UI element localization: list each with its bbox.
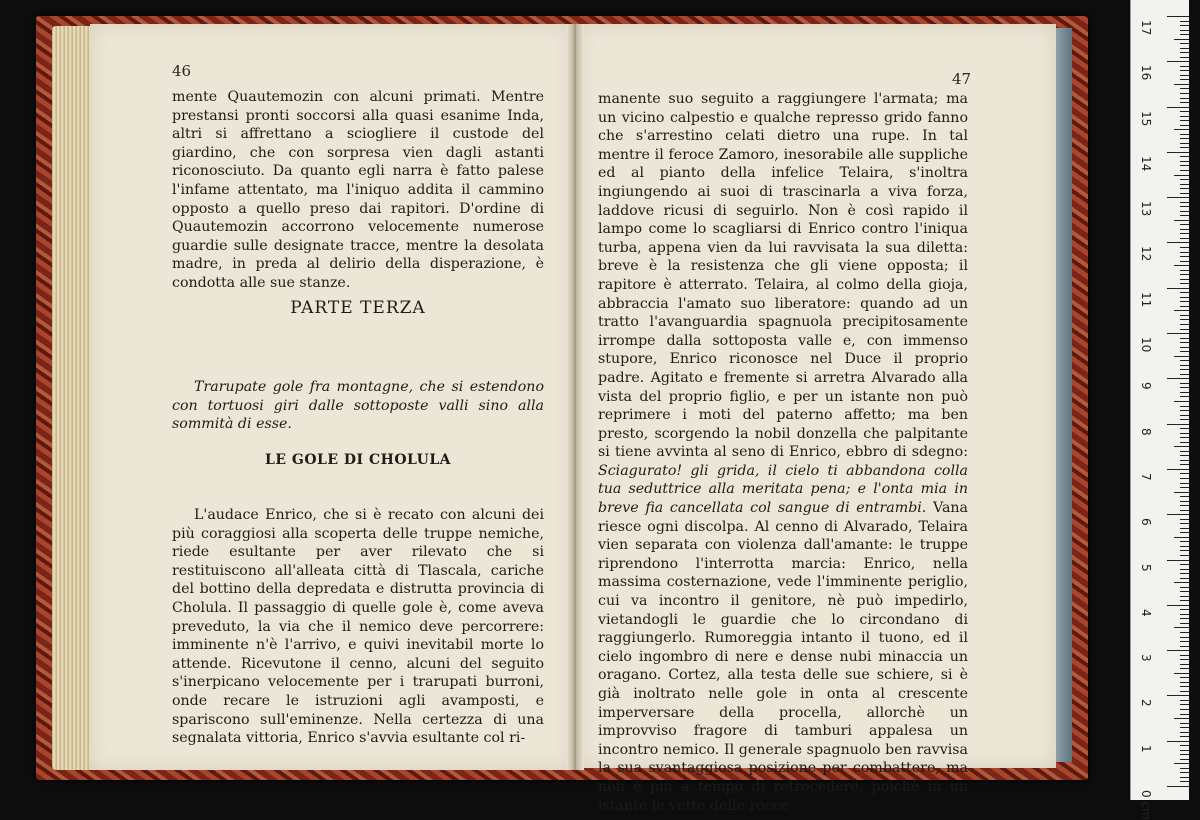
ruler-tick — [1180, 369, 1189, 370]
ruler-tick — [1174, 129, 1189, 130]
ruler-tick — [1180, 419, 1189, 420]
ruler-tick — [1174, 582, 1189, 583]
ruler-tick — [1167, 378, 1189, 379]
ruler-tick — [1180, 98, 1189, 99]
ruler-tick — [1180, 668, 1189, 669]
ruler-tick — [1180, 306, 1189, 307]
ruler-tick — [1174, 627, 1189, 628]
ruler-tick — [1180, 252, 1189, 253]
ruler-label: 4 — [1139, 608, 1153, 617]
ruler-tick — [1167, 242, 1189, 243]
ruler-tick — [1180, 120, 1189, 121]
ruler-label: 12 — [1139, 246, 1153, 262]
ruler-tick — [1180, 215, 1189, 216]
right-text-part2: Vana riesce ogni discolpa. Al cenno di Alvarado, Telaira vien separata con violenza dall'amante: le truppe riprendono l'interrotta marcia: Enrico, nella massima costernazione, vede l'imminente periglio, cui va incontro il genitore, nè può impedirlo, vietandogli le guardie che lo circondano di raggiungerlo. Rumoreggia intanto il tuono, ed il cielo ingombro di nere e dense nubi minaccia un oragano. Cortez, alla testa delle sue schiere, si è già inoltrato nelle gole in onta al crescente imperversare della procella, allorchè un improvviso fragore di tamburi appalesa un incontro nemico. Il generale spagnuolo ben ravvisa la sua svantaggiosa posizione per combattere, ma non è più a tempo di retrocedere, poichè in un istante le vette delle rocce — [598, 500, 968, 814]
ruler-tick — [1180, 496, 1189, 497]
ruler-tick — [1180, 256, 1189, 257]
ruler-tick — [1180, 646, 1189, 647]
ruler-tick — [1180, 406, 1189, 407]
ruler-tick — [1180, 170, 1189, 171]
ruler-label: 14 — [1139, 155, 1153, 172]
ruler-tick — [1180, 365, 1189, 366]
ruler-tick — [1180, 21, 1189, 22]
ruler-tick — [1180, 415, 1189, 416]
ruler-tick — [1180, 261, 1189, 262]
ruler-tick — [1180, 233, 1189, 234]
ruler-label: 15 — [1139, 110, 1153, 126]
ruler-tick — [1180, 655, 1189, 656]
ruler-tick — [1180, 777, 1189, 778]
ruler-tick — [1180, 211, 1189, 212]
ruler-label: 5 — [1139, 563, 1153, 572]
ruler-tick — [1180, 451, 1189, 452]
ruler-tick — [1180, 772, 1189, 773]
ruler-tick — [1180, 116, 1189, 117]
ruler-tick — [1180, 541, 1189, 542]
ruler-tick — [1174, 175, 1189, 176]
left-paragraph-bottom-text: L'audace Enrico, che si è recato con alcuni dei più coraggiosi alla scoperta delle truppe nemiche, riede esultante per aver rilevato che si restituiscono all'alleata città di Tlascala, cariche del bottino della depredata e distrutta provincia di Cholula. Il passaggio di quelle gole è, come aveva preveduto, la via che il nemico deve percorrere: imminente n'è l'arrivo, e quivi inevitabil morte lo attende. Ricevutone il cenno, alcuni del seguito s'inerpicano velocemente per i trarupati burroni, onde recare le istruzioni agli avamposti, e spariscono sull'eminenze. Nella certezza di una segnalata vittoria, Enrico s'avvia esultante col ri- — [172, 507, 544, 747]
ruler-tick — [1180, 342, 1189, 343]
ruler-tick — [1174, 356, 1189, 357]
ruler-tick — [1180, 686, 1189, 687]
ruler-tick — [1167, 16, 1189, 17]
ruler-tick — [1180, 188, 1189, 189]
ruler-tick — [1180, 664, 1189, 665]
ruler-tick — [1180, 750, 1189, 751]
ruler-tick — [1180, 165, 1189, 166]
ruler-tick — [1167, 605, 1189, 606]
ruler-tick — [1180, 754, 1189, 755]
ruler-tick — [1180, 723, 1189, 724]
ruler-label: 8 — [1139, 427, 1153, 436]
ruler-tick — [1180, 609, 1189, 610]
ruler-tick — [1180, 30, 1189, 31]
ruler-tick — [1180, 387, 1189, 388]
ruler-tick — [1180, 206, 1189, 207]
ruler-tick — [1180, 578, 1189, 579]
ruler-tick — [1180, 43, 1189, 44]
ruler-tick — [1180, 614, 1189, 615]
right-page-text — [598, 90, 968, 815]
ruler-label: 3 — [1139, 654, 1153, 662]
ruler-tick — [1180, 75, 1189, 76]
ruler-tick — [1167, 786, 1189, 787]
ruler-tick — [1180, 247, 1189, 248]
scene-heading: LE GOLE DI CHOLULA — [264, 452, 452, 468]
ruler-tick — [1180, 301, 1189, 302]
ruler-tick — [1167, 152, 1189, 153]
ruler-tick — [1180, 691, 1189, 692]
ruler-tick — [1174, 492, 1189, 493]
ruler-tick — [1174, 718, 1189, 719]
right-page-paragraph — [598, 90, 968, 815]
ruler-tick — [1174, 401, 1189, 402]
ruler-tick — [1180, 93, 1189, 94]
ruler-tick — [1174, 265, 1189, 266]
ruler-tick — [1180, 374, 1189, 375]
book-gutter — [566, 24, 584, 770]
ruler-tick — [1180, 88, 1189, 89]
ruler-tick — [1180, 143, 1189, 144]
ruler-tick — [1180, 709, 1189, 710]
ruler-tick — [1167, 560, 1189, 561]
ruler-tick — [1180, 410, 1189, 411]
ruler-tick — [1180, 48, 1189, 49]
right-text-part1: manente suo seguito a raggiungere l'armata; ma un vicino calpestio e qualche represso grido fanno che s'arrestino celati dietro una rupe. In tal mentre il feroce Zamoro, inesorabile alle suppliche ed al pianto della infelice Telaira, s'inoltra ingiungendo ai suoi di trascinarla a viva forza, laddove ricusi di seguirlo. Non è così rapido il lampo come lo scagliarsi di Enrico contro l'iniqua turba, appena vien da lui ravvisata la sua diletta: breve è la resistenza che gli viene opposta; il rapitore è atterrato. Telaira, al colmo della gioja, abbraccia l'amato suo liberatore: quando ad un tratto l'avanguardia spagnuola precipitosamente irrompe dalla sottoposta valle e, con immenso stupore, Enrico riconosce nel Duce il proprio padre. Agitato e fremente si arretra Alvarado alla vista del proprio figlio, e per un istante non può reprimere i moti del paterno affetto; ma ben presto, scorgendo la nobil donzella che palpitante si tiene avvinta al seno di Enrico, ebbro di sdegno: — [598, 91, 968, 461]
ruler-tick — [1180, 532, 1189, 533]
left-paragraph-top-text: mente Quautemozin con alcuni primati. Mentre prestansi pronti soccorsi alla quasi esanime Inda, altri si affrettano a sciogliere il custode del giardino, che con sorpresa vien dagli astanti riconosciuto. Da quanto egli narra è fatto palese l'infame attentato, ma l'iniquo addita il cammino opposto a quello preso dai rapitori. D'ordine di Quautemozin accorrono velocemente numerose guardie sulle designate tracce, mentre la desolata madre, in preda al delirio della disperazione, è condotta alle sue stanze. — [172, 89, 544, 291]
ruler-tick — [1167, 650, 1189, 651]
ruler-tick — [1180, 460, 1189, 461]
ruler-tick — [1180, 478, 1189, 479]
ruler-tick — [1180, 392, 1189, 393]
ruler-tick — [1180, 396, 1189, 397]
ruler-label: 0 cm — [1139, 790, 1153, 820]
ruler-tick — [1180, 455, 1189, 456]
ruler-tick — [1180, 428, 1189, 429]
ruler-tick — [1180, 347, 1189, 348]
ruler-tick — [1180, 587, 1189, 588]
ruler-tick — [1180, 57, 1189, 58]
ruler-label: 13 — [1139, 201, 1153, 217]
ruler-tick — [1167, 107, 1189, 108]
ruler-tick — [1180, 550, 1189, 551]
ruler-tick — [1180, 315, 1189, 316]
ruler-tick — [1167, 61, 1189, 62]
ruler-tick — [1174, 220, 1189, 221]
ruler-tick — [1180, 34, 1189, 35]
ruler-label: 6 — [1139, 518, 1153, 526]
ruler-tick — [1180, 596, 1189, 597]
ruler-tick — [1180, 483, 1189, 484]
ruler-tick — [1180, 618, 1189, 619]
part-heading: PARTE TERZA — [290, 298, 426, 318]
stage-direction — [172, 364, 544, 448]
ruler-tick — [1180, 283, 1189, 284]
ruler-tick — [1180, 442, 1189, 443]
right-page-number: 47 — [952, 70, 972, 88]
ruler-tick — [1180, 523, 1189, 524]
ruler-tick — [1180, 79, 1189, 80]
ruler-tick — [1180, 184, 1189, 185]
ruler-tick — [1180, 329, 1189, 330]
ruler-tick — [1180, 714, 1189, 715]
ruler-tick — [1180, 573, 1189, 574]
ruler-tick — [1180, 632, 1189, 633]
ruler-tick — [1180, 274, 1189, 275]
ruler-label: 11 — [1139, 291, 1153, 308]
ruler-tick — [1180, 319, 1189, 320]
ruler-tick — [1180, 437, 1189, 438]
ruler-tick — [1180, 732, 1189, 733]
ruler-tick — [1180, 138, 1189, 139]
ruler-tick — [1180, 501, 1189, 502]
ruler-tick — [1180, 351, 1189, 352]
ruler-tick — [1180, 111, 1189, 112]
ruler-tick — [1180, 700, 1189, 701]
ruler-tick — [1167, 695, 1189, 696]
ruler-tick — [1180, 727, 1189, 728]
ruler-tick — [1180, 193, 1189, 194]
ruler-tick — [1180, 759, 1189, 760]
ruler-tick — [1180, 134, 1189, 135]
ruler-tick — [1180, 297, 1189, 298]
ruler-label: 10 — [1139, 337, 1153, 353]
page-edges-left — [52, 26, 92, 770]
ruler-tick — [1180, 161, 1189, 162]
ruler-tick — [1180, 677, 1189, 678]
ruler-tick — [1180, 510, 1189, 511]
ruler-tick — [1180, 360, 1189, 361]
ruler-label: 1 — [1139, 744, 1153, 753]
ruler-label: 17 — [1139, 20, 1153, 36]
ruler-tick — [1174, 537, 1189, 538]
ruler-tick — [1180, 781, 1189, 782]
ruler-tick — [1180, 66, 1189, 67]
right-text-italic: Sciagurato! gli grida, il cielo ti abbandona colla tua seduttrice alla meritata pena; e l'onta mia in breve fia cancellata col sangue di entrambi. — [598, 462, 968, 517]
ruler-tick — [1167, 288, 1189, 289]
ruler-tick — [1180, 147, 1189, 148]
ruler-tick — [1167, 333, 1189, 334]
ruler-tick — [1180, 156, 1189, 157]
left-page-number: 46 — [172, 62, 192, 80]
ruler-tick — [1180, 324, 1189, 325]
ruler-tick — [1180, 52, 1189, 53]
ruler-tick — [1180, 202, 1189, 203]
ruler-tick — [1180, 338, 1189, 339]
ruler-label: 7 — [1139, 472, 1153, 481]
ruler-tick — [1180, 659, 1189, 660]
ruler-tick — [1180, 229, 1189, 230]
ruler-tick — [1180, 238, 1189, 239]
ruler-tick — [1180, 768, 1189, 769]
ruler-tick — [1180, 564, 1189, 565]
ruler-tick — [1180, 704, 1189, 705]
ruler-tick — [1180, 433, 1189, 434]
ruler-label: 9 — [1139, 382, 1153, 390]
ruler-tick — [1180, 25, 1189, 26]
measuring-ruler — [1130, 0, 1189, 820]
ruler-tick — [1167, 197, 1189, 198]
ruler-tick — [1167, 424, 1189, 425]
ruler-tick — [1174, 39, 1189, 40]
ruler-tick — [1180, 464, 1189, 465]
ruler-tick — [1180, 546, 1189, 547]
ruler-tick — [1180, 383, 1189, 384]
ruler-tick — [1180, 270, 1189, 271]
ruler-tick — [1174, 310, 1189, 311]
ruler-tick — [1180, 591, 1189, 592]
ruler-tick — [1174, 763, 1189, 764]
ruler-tick — [1180, 70, 1189, 71]
left-paragraph-bottom — [172, 506, 544, 748]
ruler-tick — [1180, 736, 1189, 737]
ruler-tick — [1180, 528, 1189, 529]
ruler-tick — [1180, 519, 1189, 520]
ruler-tick — [1180, 102, 1189, 103]
ruler-tick — [1180, 505, 1189, 506]
left-paragraph-top — [172, 88, 544, 293]
ruler-tick — [1180, 600, 1189, 601]
ruler-tick — [1167, 514, 1189, 515]
ruler-tick — [1180, 569, 1189, 570]
ruler-tick — [1180, 279, 1189, 280]
ruler-tick — [1174, 446, 1189, 447]
ruler-tick — [1180, 292, 1189, 293]
ruler-tick — [1180, 682, 1189, 683]
ruler-label: 16 — [1139, 65, 1153, 81]
ruler-tick — [1180, 745, 1189, 746]
ruler-tick — [1180, 641, 1189, 642]
ruler-tick — [1180, 179, 1189, 180]
ruler-tick — [1180, 555, 1189, 556]
ruler-tick — [1174, 84, 1189, 85]
ruler-tick — [1180, 125, 1189, 126]
ruler-tick — [1180, 487, 1189, 488]
stage-direction-text: Trarupate gole fra montagne, che si estendono con tortuosi giri dalle sottoposte valli sino alla sommità di esse. — [172, 379, 544, 433]
ruler-tick — [1167, 741, 1189, 742]
ruler-tick — [1180, 623, 1189, 624]
ruler-label: 2 — [1139, 699, 1153, 708]
ruler-tick — [1180, 637, 1189, 638]
ruler-tick — [1180, 473, 1189, 474]
ruler-tick — [1180, 224, 1189, 225]
ruler-tick — [1174, 673, 1189, 674]
ruler-tick — [1167, 469, 1189, 470]
